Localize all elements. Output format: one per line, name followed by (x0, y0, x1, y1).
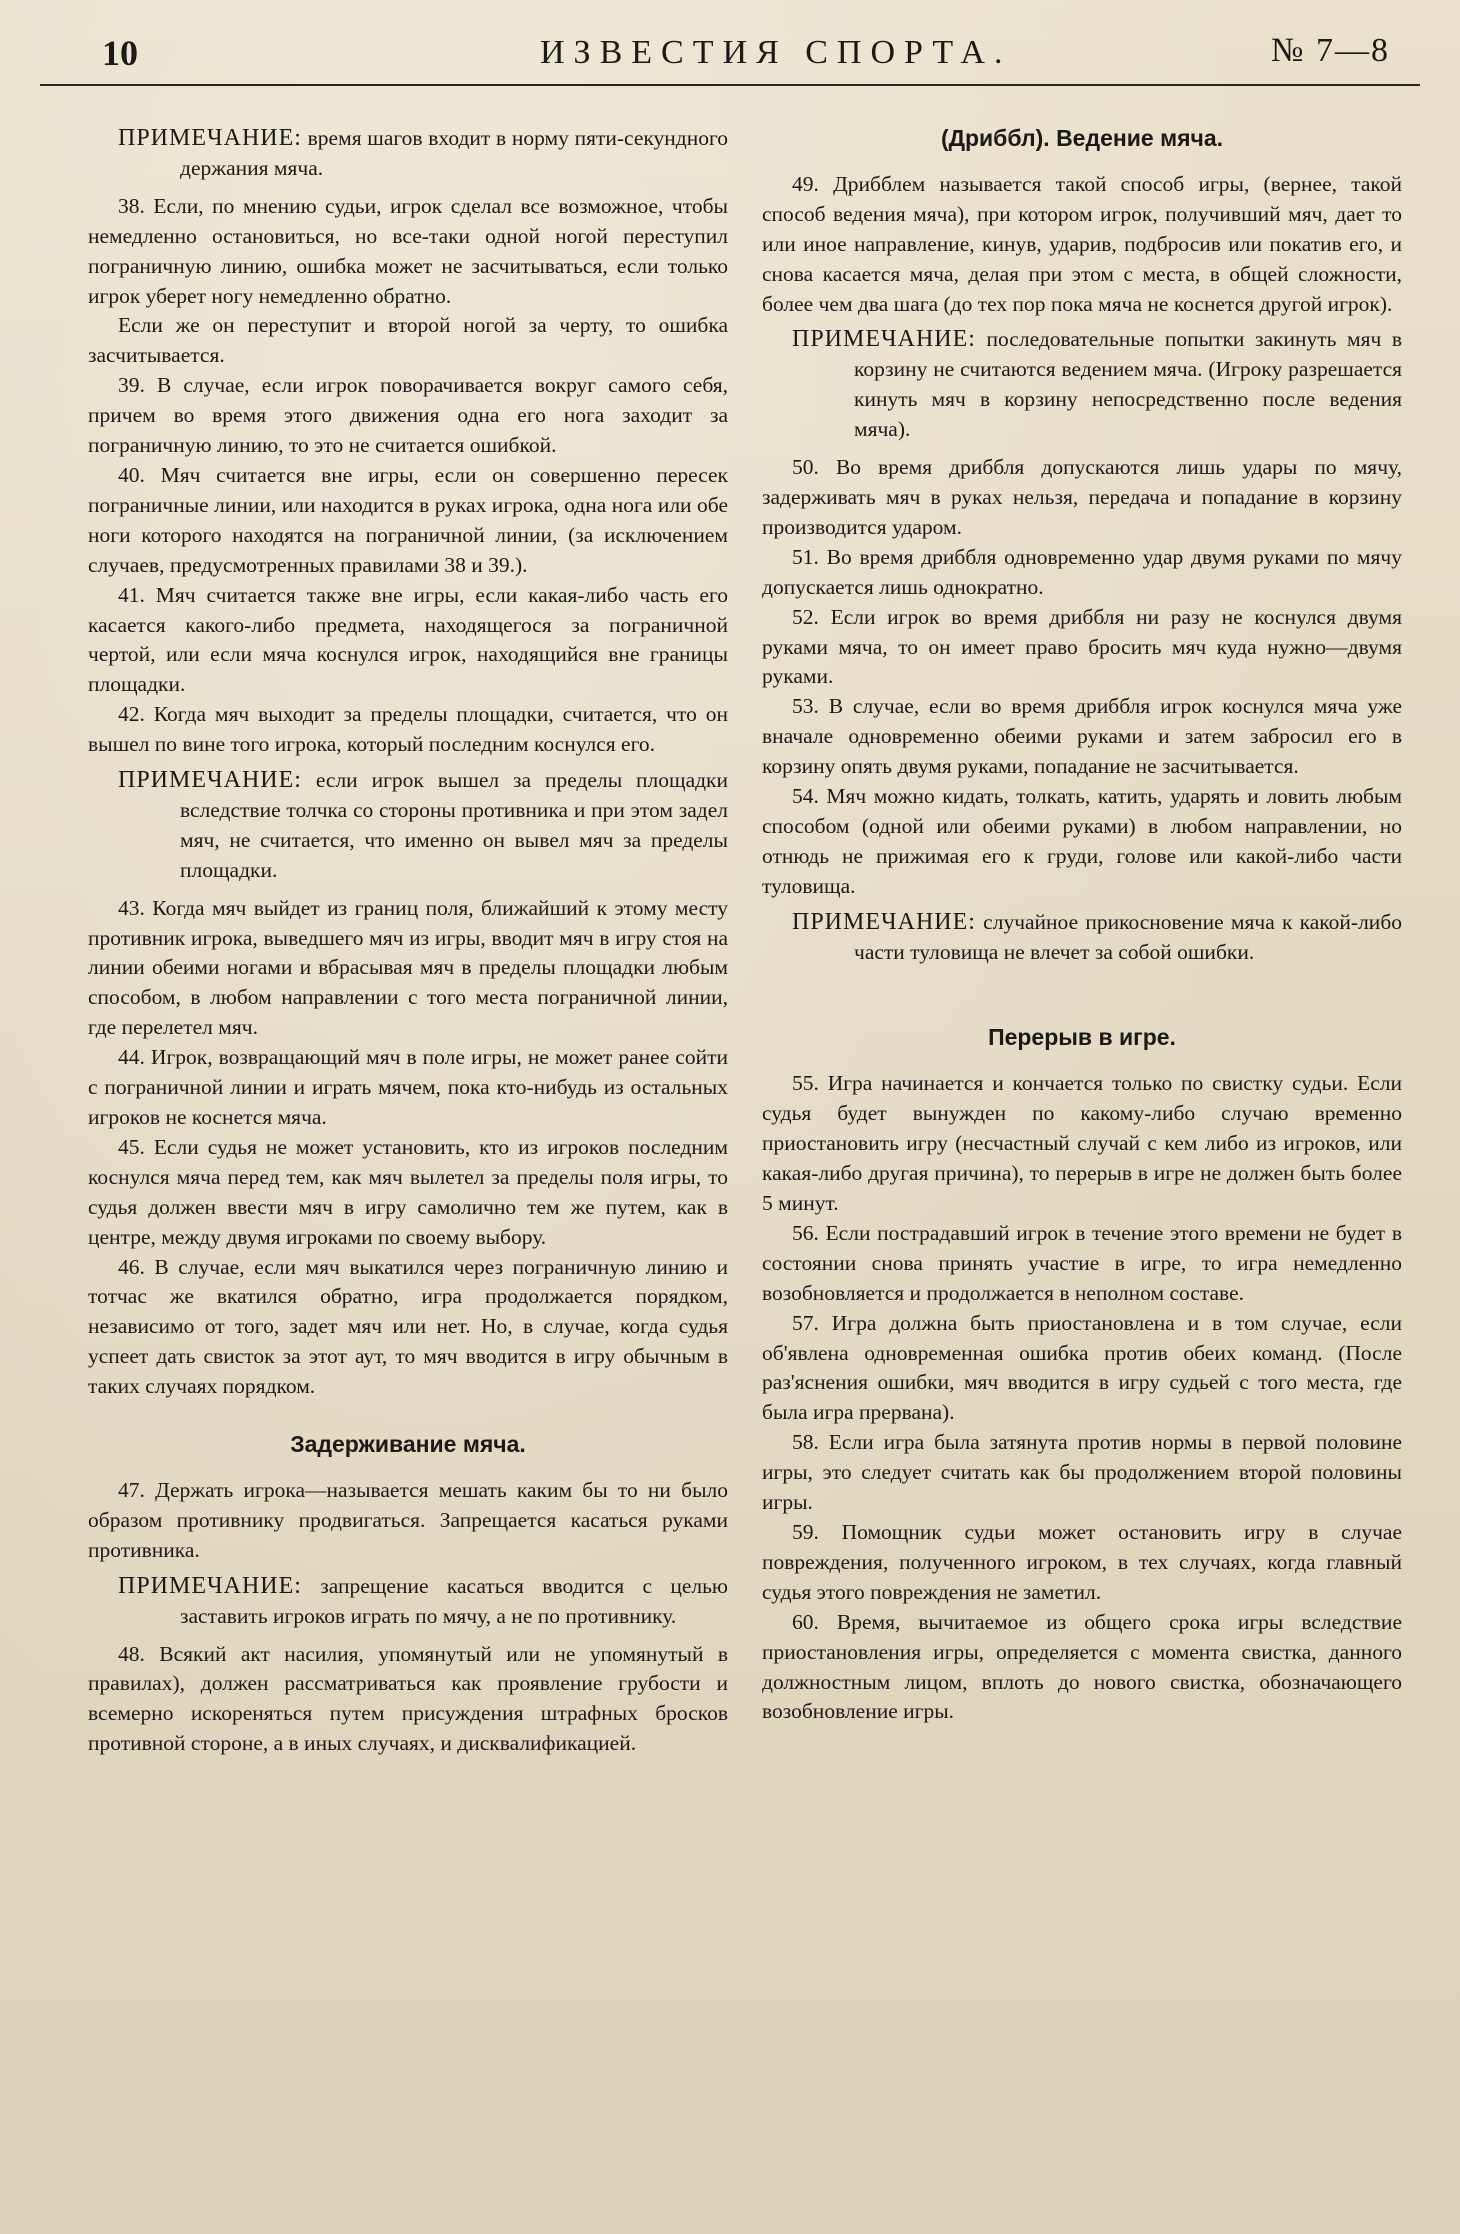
section-heading-break: Перерыв в игре. (988, 1024, 1176, 1051)
note-label: ПРИМЕЧАНИЕ: (792, 908, 976, 935)
note-label: ПРИМЕЧАНИЕ: (118, 767, 302, 794)
rule-47: 47. Держать игрока—называется мешать каким бы то ни было образом противнику продвигаться. Запрещается касаться руками противника. (88, 1477, 728, 1562)
rule-54: 54. Мяч можно кидать, толкать, катить, ударять и ловить любым способом (одной или обеими руками) в любом направлении, но отнюдь не прижимая его к груди, голове или какой-либо части туловища. (762, 784, 1402, 898)
note-text: запрещение касаться вводится с целью заставить игроков играть по мячу, а не по противнику. (180, 1573, 728, 1628)
rule-52: 52. Если игрок во время дриббля ни разу не коснулся двумя руками мяча, то он имеет право бросить мяч куда нужно—двумя руками. (762, 604, 1402, 689)
rule-44: 44. Игрок, возвращающий мяч в поле игры, не может ранее сойти с пограничной линии и играть мячем, пока кто-нибудь из остальных игроков не коснется мяча. (88, 1045, 728, 1129)
note (792, 908, 1402, 968)
section-heading-holding: Задерживание мяча. (290, 1431, 526, 1458)
rule-58: 58. Если игра была затянута против нормы в первой половине игры, это следует считать как бы продолжением второй половины игры. (762, 1430, 1402, 1515)
right-column (762, 118, 1402, 1727)
note-label: ПРИМЕЧАНИЕ: (792, 326, 976, 353)
rule-40: 40. Мяч считается вне игры, если он совершенно пересек пограничные линии, или находится в руках игрока, одна нога или обе ноги которого находятся на пограничной линии, (за исключением случаев, предусмотренных правилами 38 и 39.). (88, 462, 728, 577)
rule-51: 51. Во время дриббля одновременно удар двумя руками по мячу допускается лишь однократно. (762, 544, 1402, 599)
rule-55: 55. Игра начинается и кончается только по свистку судьи. Если судья будет вынужден по какому-либо случаю временно приостановить игру (несчастный случай с кем либо из игроков, или какая-либо другая причина), то перерыв в игре не должен быть более 5 минут. (762, 1071, 1402, 1215)
rule-46: 46. В случае, если мяч выкатился через пограничную линию и тотчас же вкатился обратно, игра продолжается порядком, независимо от того, задет мяч или нет. Но, в случае, когда судья успеет дать свисток за этот аут, то мяч вводится в игру обычным в таких случаях порядком. (88, 1254, 728, 1399)
note (118, 124, 728, 184)
masthead (40, 30, 1420, 86)
rule-43: 43. Когда мяч выйдет из границ поля, ближайший к этому месту противник игрока, выведшего мяч из игры, вводит мяч в игру стоя на линии обеими ногами и вбрасывая мяч в пределы площадки любым способом, в любом направлении с того места пограничной линии, где перелетел мяч. (88, 895, 728, 1040)
issue-number: № 7—8 (1271, 32, 1390, 69)
rule-53: 53. В случае, если во время дриббля игрок коснулся мяча уже вначале одновременно обеими руками и затем забросил его в корзину опять двумя руками, попадание не засчитывается. (762, 694, 1402, 779)
page-number: 10 (102, 33, 138, 73)
rule-49: 49. Дрибблем называется такой способ игры, (вернее, такой способ ведения мяча), при котором игрок, получивший мяч, дает то или иное направление, кинув, ударив, подбросив или покатив его, и снова касается мяча, делая при этом с места, в общей сложности, более чем два шага (до тех пор пока мяча не коснется другой игрок). (762, 171, 1402, 316)
section-heading-dribble-paren: (Дриббл). (940, 125, 1050, 151)
newspaper-title: ИЗВЕСТИЯ СПОРТА. (540, 34, 1012, 71)
note-text: если игрок вышел за пределы площадки вследствие толчка со стороны противника и при этом задел мяч, не считается, что именно он вывел мяч за пределы площадки. (180, 768, 728, 882)
rule-41: 41. Мяч считается также вне игры, если какая-либо часть его касается какого-либо предмета, находящегося за пограничной чертой, или если мяча коснулся игрок, находящийся вне границы площадки. (88, 582, 728, 697)
rule-42: 42. Когда мяч выходит за пределы площадки, считается, что он вышел по вине того игрока, который последним коснулся его. (88, 702, 728, 757)
note (792, 325, 1402, 445)
rule-45: 45. Если судья не может установить, кто из игроков последним коснулся мяча перед тем, как мяч вылетел за пределы поля игры, то судья должен ввести мяч в игру самолично тем же путем, как в центре, между двумя игроками по своему выбору. (88, 1134, 728, 1249)
note-label: ПРИМЕЧАНИЕ: (118, 125, 302, 151)
rule-48: 48. Всякий акт насилия, упомянутый или не упомянутый в правилах), должен рассматриваться как проявление грубости и всемерно искореняться путем присуждения штрафных бросков противной стороне, а в иных случаях, и дисквалификацией. (88, 1641, 728, 1756)
rule-39: 39. В случае, если игрок поворачивается вокруг самого себя, причем во время этого движения одна его нога заходит за пограничную линию, то это не считается ошибкой. (88, 373, 728, 458)
note-label: ПРИМЕЧАНИЕ: (118, 1572, 302, 1599)
section-heading-dribble-title: Ведение мяча. (1056, 125, 1224, 151)
rule-57: 57. Игра должна быть приостановлена и в том случае, если об'явлена одновременная ошибка против обеих команд. (После раз'яснения ошибки, мяч вводится в игру судьей с того места, где была игра прервана). (762, 1310, 1402, 1425)
note-text: время шагов входит в норму пяти-секундного держания мяча. (180, 126, 728, 180)
section-heading-dribble (762, 124, 1402, 154)
rule-50: 50. Во время дриббля допускаются лишь удары по мячу, задерживать мяч в руках нельзя, передача и попадание в корзину производится ударом. (762, 455, 1402, 539)
rule-56: 56. Если пострадавший игрок в течение этого времени не будет в состоянии снова принять участие в игре, то игра немедленно возобновляется и продолжается в неполном составе. (762, 1220, 1402, 1305)
note (118, 766, 728, 886)
rule-38: 38. Если, по мнению судьи, игрок сделал все возможное, чтобы немедленно остановиться, но все-таки одной ногой переступил пограничную линию, ошибка может не засчитываться, если только игрок уберет ногу немедленно обратно. (88, 193, 728, 308)
rule-59: 59. Помощник судьи может остановить игру в случае повреждения, полученного игроком, в тех случаях, когда главный судья этого повреждения не заметил. (762, 1519, 1402, 1604)
rule-38-continued: Если же он переступит и второй ногой за черту, то ошибка засчитывается. (88, 313, 728, 368)
note-text: случайное прикосновение мяча к какой-либо части туловища не влечет за собой ошибки. (854, 909, 1403, 964)
note (118, 1572, 728, 1632)
note-text: последовательные попытки закинуть мяч в корзину не считаются ведением мяча. (Игроку разрешается кинуть мяч в корзину непосредственно после ведения мяча). (854, 327, 1403, 442)
left-column (88, 118, 728, 1759)
rule-60: 60. Время, вычитаемое из общего срока игры вследствие приостановления игры, определяется с момента свистка, данного должностным лицом, вплоть до нового свистка, обозначающего возобновление игры. (762, 1609, 1402, 1724)
